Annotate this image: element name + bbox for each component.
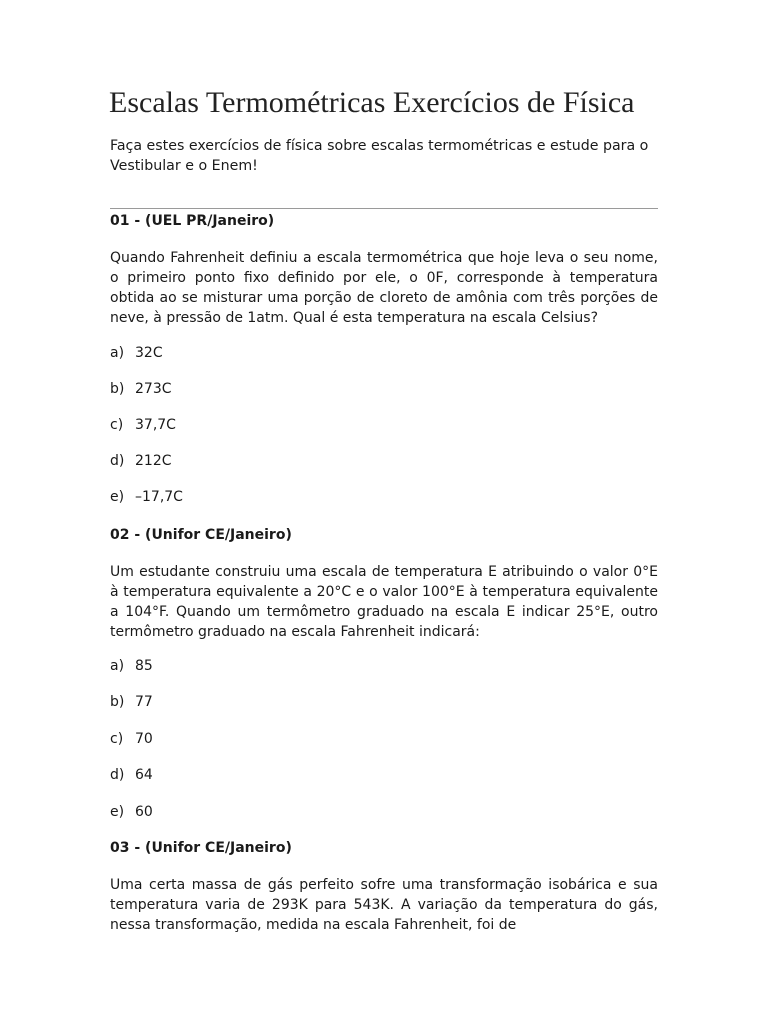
question-2-option-b bbox=[110, 693, 153, 711]
question-3-header: 03 - (Unifor CE/Janeiro) bbox=[110, 840, 292, 856]
section-divider bbox=[110, 208, 658, 209]
option-letter: c) bbox=[110, 417, 124, 433]
question-1-option-b bbox=[110, 380, 172, 398]
option-letter: d) bbox=[110, 453, 125, 469]
option-value: 32C bbox=[135, 345, 163, 361]
question-1-option-e bbox=[110, 488, 183, 506]
question-1-option-d bbox=[110, 452, 172, 470]
question-1-text: Quando Fahrenheit definiu a escala termométrica que hoje leva o seu nome, o primeiro ponto fixo definido por ele, o 0F, corresponde à temperatura obtida ao se misturar uma porção de cloreto de amônia com três porções de neve, à pressão de 1atm. Qual é esta temperatura na escala Celsius? bbox=[110, 250, 658, 326]
option-letter: b) bbox=[110, 694, 125, 710]
question-2-option-d bbox=[110, 766, 153, 784]
question-2-option-c bbox=[110, 730, 153, 748]
question-2-option-e bbox=[110, 803, 153, 821]
question-1-header: 01 - (UEL PR/Janeiro) bbox=[110, 213, 275, 229]
option-letter: d) bbox=[110, 767, 125, 783]
question-3-text: Uma certa massa de gás perfeito sofre uma transformação isobárica e sua temperatura varia de 293K para 543K. A variação da temperatura do gás, nessa transformação, medida na escala Fahrenheit, foi de bbox=[110, 877, 658, 933]
option-value: 273C bbox=[135, 381, 172, 397]
question-2-header: 02 - (Unifor CE/Janeiro) bbox=[110, 527, 292, 543]
question-1-option-a bbox=[110, 344, 163, 362]
option-value: 77 bbox=[135, 694, 153, 710]
option-letter: e) bbox=[110, 804, 125, 820]
question-2-option-a bbox=[110, 657, 153, 675]
option-value: 37,7C bbox=[135, 417, 176, 433]
page-title: Escalas Termométricas Exercícios de Física bbox=[109, 86, 635, 119]
option-letter: e) bbox=[110, 489, 125, 505]
option-letter: c) bbox=[110, 731, 124, 747]
question-1-option-c bbox=[110, 416, 176, 434]
option-letter: a) bbox=[110, 658, 125, 674]
option-value: –17,7C bbox=[135, 489, 183, 505]
option-value: 70 bbox=[135, 731, 153, 747]
option-letter: b) bbox=[110, 381, 125, 397]
option-letter: a) bbox=[110, 345, 125, 361]
intro-paragraph: Faça estes exercícios de física sobre escalas termométricas e estude para o Vestibular e o Enem! bbox=[110, 138, 649, 174]
option-value: 60 bbox=[135, 804, 153, 820]
option-value: 64 bbox=[135, 767, 153, 783]
option-value: 212C bbox=[135, 453, 172, 469]
question-2-text: Um estudante construiu uma escala de temperatura E atribuindo o valor 0°E à temperatura equivalente a 20°C e o valor 100°E à temperatura equivalente a 104°F. Quando um termômetro graduado na escala E indicar 25°E, outro termômetro graduado na escala Fahrenheit indicará: bbox=[110, 564, 658, 640]
option-value: 85 bbox=[135, 658, 153, 674]
